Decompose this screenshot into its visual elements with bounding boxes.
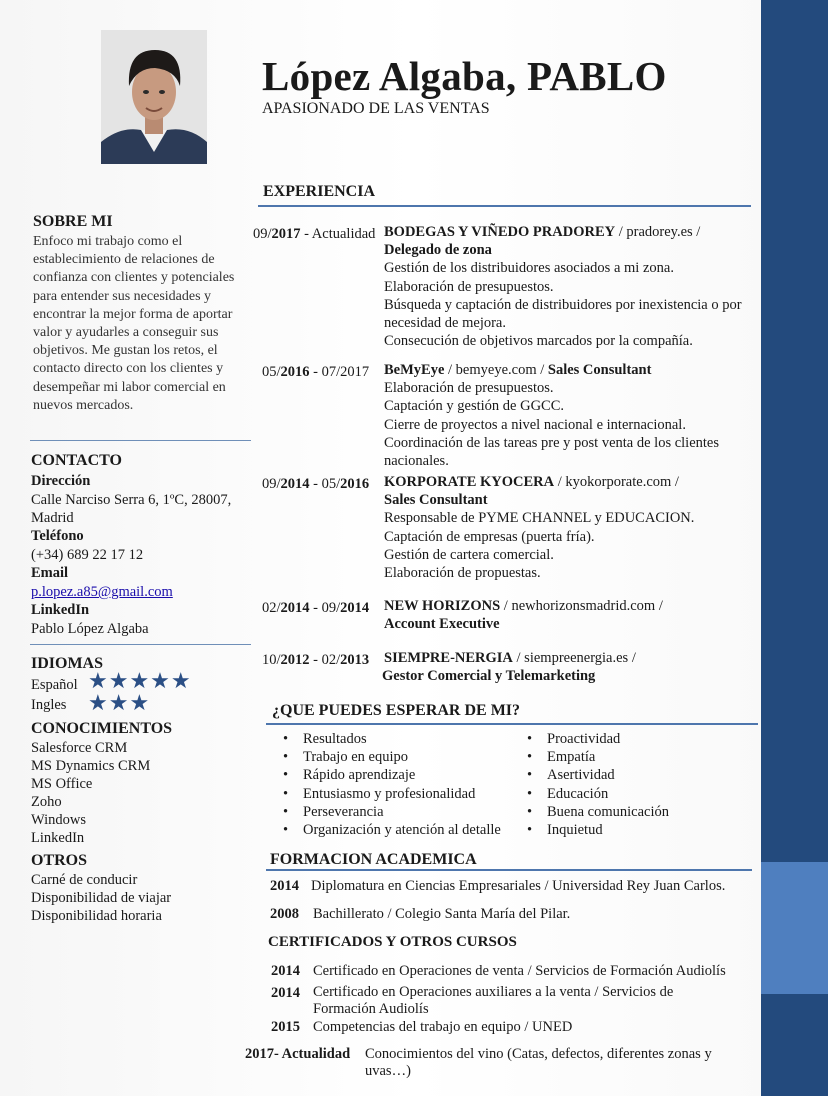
- language-name: Español: [31, 677, 78, 693]
- job-details: [384, 597, 760, 633]
- address-label: Dirección: [31, 473, 91, 489]
- job-details: [384, 223, 760, 350]
- cert-year: 2015: [271, 1019, 300, 1035]
- job-task: Cierre de proyectos a nivel nacional e internacional.: [384, 416, 686, 433]
- list-item: • Inquietud: [527, 822, 603, 839]
- contact-heading: CONTACTO: [31, 452, 122, 469]
- job-task: Captación y gestión de GGCC.: [384, 398, 565, 415]
- skill-item: Zoho: [31, 794, 62, 810]
- linkedin-label: LinkedIn: [31, 602, 90, 618]
- job-company: KORPORATE KYOCERA: [384, 474, 555, 490]
- list-item: • Perseverancia: [283, 803, 384, 820]
- email-label: Email: [31, 565, 69, 581]
- job-company: BODEGAS Y VIÑEDO PRADOREY: [384, 224, 616, 240]
- language-stars-icon: ★★★★★: [88, 668, 192, 693]
- other-item: Carné de conducir: [31, 872, 138, 888]
- other-item: Disponibilidad horaria: [31, 908, 162, 924]
- cert-text: Certificado en Operaciones de venta / Servicios de Formación Audiolís: [313, 963, 726, 979]
- phone-value: (+34) 689 22 17 12: [31, 547, 144, 563]
- cert-year: 2014: [271, 985, 300, 1001]
- cert-text: Competencias del trabajo en equipo / UNED: [313, 1019, 573, 1035]
- language-name: Ingles: [31, 697, 67, 713]
- job-site: / newhorizonsmadrid.com /: [500, 598, 663, 614]
- list-item: • Asertividad: [527, 767, 615, 784]
- education-rule: [266, 869, 752, 871]
- job-date: 02/2014 - 09/2014: [262, 600, 370, 616]
- cert-text: Certificado en Operaciones auxiliares a la venta / Servicios de Formación Audiolís: [313, 984, 674, 1017]
- address-line2: Madrid: [31, 510, 74, 526]
- job-date: 09/2017 - Actualidad: [253, 226, 376, 242]
- skill-item: MS Office: [31, 776, 93, 792]
- job-task: Captación de empresas (puerta fría).: [384, 528, 595, 545]
- cert-year: 2014: [271, 963, 300, 979]
- education-text: Diplomatura en Ciencias Empresariales / Universidad Rey Juan Carlos.: [311, 878, 726, 894]
- other-item: Disponibilidad de viajar: [31, 890, 172, 906]
- job-role: Gestor Comercial y Telemarketing: [382, 668, 596, 685]
- contact-rule: [30, 644, 251, 645]
- email-link[interactable]: p.lopez.a85@gmail.com: [31, 584, 173, 600]
- certs-heading: CERTIFICADOS Y OTROS CURSOS: [268, 934, 517, 950]
- job-details: [384, 649, 760, 685]
- about-heading: SOBRE MI: [33, 213, 113, 230]
- job-task: Búsqueda y captación de distribuidores por inexistencia o por necesidad de mejora.: [384, 296, 742, 332]
- expect-list-right: [527, 730, 669, 839]
- list-item: • Proactividad: [527, 731, 621, 747]
- job-task: Elaboración de presupuestos.: [384, 278, 554, 295]
- experience-rule: [258, 205, 751, 207]
- skill-item: MS Dynamics CRM: [31, 758, 151, 774]
- job-role: Sales Consultant: [547, 362, 652, 378]
- job-role: Delegado de zona: [384, 242, 492, 259]
- profile-photo: [101, 30, 207, 164]
- expect-list-left: [283, 730, 501, 839]
- job-task: Elaboración de presupuestos.: [384, 380, 554, 397]
- side-decoration-accent: [761, 862, 828, 994]
- others-heading: OTROS: [31, 852, 88, 869]
- list-item: • Trabajo en equipo: [283, 749, 408, 766]
- person-portrait-icon: [101, 30, 207, 164]
- job-task: Elaboración de propuestas.: [384, 565, 541, 582]
- job-details: [384, 473, 760, 582]
- list-item: • Entusiasmo y profesionalidad: [283, 785, 476, 802]
- expect-rule: [266, 723, 758, 725]
- job-site: / bemyeye.com /: [444, 362, 548, 378]
- about-text: Enfoco mi trabajo como el establecimiento de relaciones de confianza con clientes y potenciales para entender sus necesidades y encontrar la mejor forma de aportar valor y ayudarles a conseguir sus objetivos. Me gustan los retos, el contacto directo con los clientes y desempeñar mi labor comercial en nuevos mercados.: [33, 234, 235, 413]
- experience-heading: EXPERIENCIA: [263, 183, 376, 200]
- languages-heading: IDIOMAS: [31, 655, 104, 672]
- cert-year: 2017- Actualidad: [245, 1046, 351, 1062]
- phone-label: Teléfono: [31, 528, 84, 544]
- skills-heading: CONOCIMIENTOS: [31, 720, 173, 737]
- education-year: 2014: [270, 878, 299, 894]
- list-item: • Resultados: [283, 731, 367, 747]
- education-heading: FORMACION ACADEMICA: [270, 851, 477, 868]
- list-item: • Empatía: [527, 749, 596, 766]
- linkedin-value: Pablo López Algaba: [31, 621, 149, 637]
- job-company: BeMyEye: [384, 362, 445, 378]
- job-site: / kyokorporate.com /: [554, 474, 679, 490]
- list-item: • Educación: [527, 785, 609, 802]
- candidate-name: López Algaba, PABLO: [262, 53, 667, 99]
- job-task: Gestión de los distribuidores asociados a mi zona.: [384, 260, 674, 277]
- job-details: [384, 361, 760, 470]
- list-item: • Rápido aprendizaje: [283, 767, 416, 784]
- list-item: • Buena comunicación: [527, 803, 669, 820]
- job-role: Account Executive: [384, 616, 500, 633]
- job-company: NEW HORIZONS: [384, 598, 501, 614]
- job-task: Gestión de cartera comercial.: [384, 546, 554, 563]
- skill-item: LinkedIn: [31, 830, 85, 846]
- candidate-tagline: APASIONADO DE LAS VENTAS: [262, 100, 490, 117]
- job-role: Sales Consultant: [384, 492, 488, 509]
- skill-item: Windows: [31, 812, 86, 828]
- education-year: 2008: [270, 906, 299, 922]
- job-task: Coordinación de las tareas pre y post venta de los clientes nacionales.: [384, 434, 720, 470]
- job-company: SIEMPRE-NERGIA: [384, 650, 513, 666]
- about-rule: [30, 440, 251, 441]
- list-item: • Organización y atención al detalle: [283, 822, 501, 839]
- job-date: 05/2016 - 07/2017: [262, 364, 370, 380]
- expect-heading: ¿QUE PUEDES ESPERAR DE MI?: [272, 702, 521, 719]
- job-task: Consecución de objetivos marcados por la compañía.: [384, 333, 693, 350]
- job-task: Responsable de PYME CHANNEL y EDUCACION.: [384, 510, 695, 527]
- skill-item: Salesforce CRM: [31, 740, 128, 756]
- cert-text: Conocimientos del vino (Catas, defectos, diferentes zonas y uvas…): [365, 1046, 712, 1079]
- language-stars-icon: ★★★: [88, 690, 151, 715]
- job-site: / siempreenergia.es /: [512, 650, 636, 666]
- job-date: 09/2014 - 05/2016: [262, 476, 370, 492]
- job-date: 10/2012 - 02/2013: [262, 652, 370, 668]
- job-site: / pradorey.es /: [615, 224, 701, 240]
- address-line1: Calle Narciso Serra 6, 1ºC, 28007,: [31, 492, 232, 508]
- education-text: Bachillerato / Colegio Santa María del Pilar.: [313, 906, 571, 922]
